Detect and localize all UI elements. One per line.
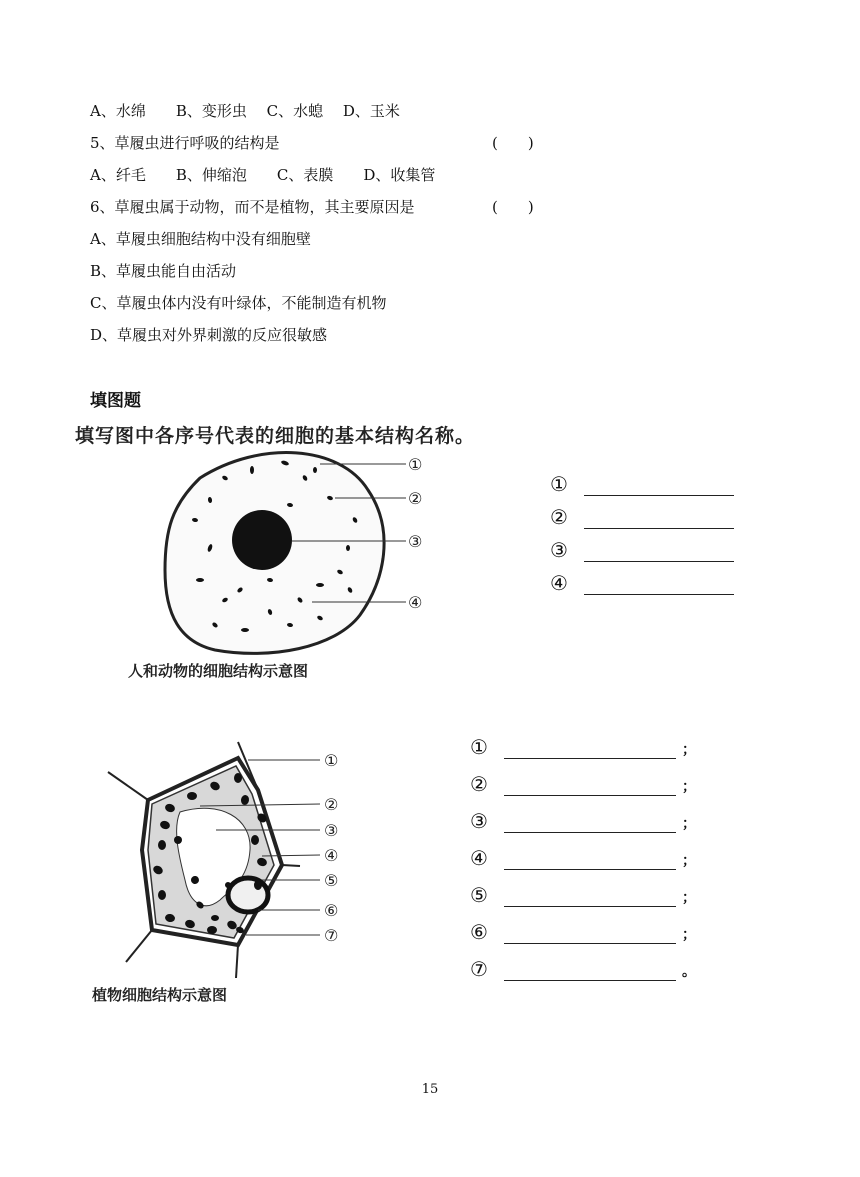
q6-option-a: A、草履虫细胞结构中没有细胞壁 bbox=[90, 230, 311, 248]
q5-stem: 5、草履虫进行呼吸的结构是 bbox=[90, 134, 280, 152]
plant-label-4: ④ bbox=[324, 846, 339, 865]
plant-label-2: ② bbox=[324, 795, 339, 814]
animal-label-3: ③ bbox=[408, 532, 423, 551]
plant-answer-punctuation: ； bbox=[682, 816, 696, 832]
animal-cell-caption: 人和动物的细胞结构示意图 bbox=[128, 662, 309, 680]
q6-stem: 6、草履虫属于动物，而不是植物，其主要原因是 bbox=[90, 198, 415, 216]
animal-answer-number: ④ bbox=[550, 571, 568, 595]
plant-answer-blank[interactable] bbox=[504, 814, 676, 833]
q4-options: A、水绵 B、变形虫 C、水螅 D、玉米 bbox=[90, 102, 400, 120]
plant-answer-number: ⑥ bbox=[470, 920, 488, 944]
q5-answer-paren: ( ) bbox=[492, 134, 534, 152]
plant-answer-blank[interactable] bbox=[504, 851, 676, 870]
plant-answer-punctuation: ； bbox=[682, 853, 696, 869]
plant-chloroplast bbox=[225, 882, 231, 888]
animal-label-4: ④ bbox=[408, 593, 423, 612]
plant-answer-row bbox=[470, 846, 696, 870]
plant-chloroplast bbox=[251, 835, 259, 845]
plant-answer-punctuation: ； bbox=[682, 927, 696, 943]
plant-answer-number: ⑤ bbox=[470, 883, 488, 907]
plant-answer-blank[interactable] bbox=[504, 777, 676, 796]
plant-answer-blank[interactable] bbox=[504, 925, 676, 944]
plant-cell-caption: 植物细胞结构示意图 bbox=[92, 986, 228, 1004]
plant-answer-row bbox=[470, 883, 696, 907]
animal-label-1: ① bbox=[408, 455, 423, 474]
plant-chloroplast bbox=[211, 915, 219, 921]
plant-answer-number: ⑦ bbox=[470, 957, 488, 981]
q6-option-d: D、草履虫对外界刺激的反应很敏感 bbox=[90, 326, 328, 344]
plant-answer-number: ④ bbox=[470, 846, 488, 870]
q6-option-c: C、草履虫体内没有叶绿体，不能制造有机物 bbox=[90, 294, 387, 312]
plant-chloroplast bbox=[174, 836, 182, 844]
plant-label-3: ③ bbox=[324, 821, 339, 840]
plant-answer-blank[interactable] bbox=[504, 888, 676, 907]
plant-answer-row bbox=[470, 809, 696, 833]
animal-answer-number: ② bbox=[550, 505, 568, 529]
plant-label-5: ⑤ bbox=[324, 871, 339, 890]
plant-label-7: ⑦ bbox=[324, 926, 339, 945]
plant-chloroplast bbox=[254, 880, 262, 890]
plant-label-6: ⑥ bbox=[324, 901, 339, 920]
plant-answer-punctuation: ； bbox=[682, 890, 696, 906]
plant-answer-blank[interactable] bbox=[504, 962, 676, 981]
plant-chloroplast bbox=[187, 792, 197, 800]
plant-answer-row bbox=[470, 772, 696, 796]
plant-label-1: ① bbox=[324, 751, 339, 770]
plant-chloroplast bbox=[158, 890, 166, 900]
page-number: 15 bbox=[421, 1082, 439, 1097]
section-instruction: 填写图中各序号代表的细胞的基本结构名称。 bbox=[75, 425, 476, 447]
plant-cell-nucleus bbox=[228, 878, 268, 912]
plant-answer-row bbox=[470, 920, 696, 944]
plant-answer-row bbox=[470, 735, 696, 759]
plant-chloroplast bbox=[158, 840, 166, 850]
plant-chloroplast bbox=[207, 926, 217, 934]
plant-answer-number: ② bbox=[470, 772, 488, 796]
plant-answer-number: ③ bbox=[470, 809, 488, 833]
q5-options: A、纤毛 B、伸缩泡 C、表膜 D、收集管 bbox=[90, 166, 436, 184]
plant-answer-punctuation: ； bbox=[682, 779, 696, 795]
plant-answer-punctuation: ； bbox=[682, 742, 696, 758]
plant-chloroplast bbox=[234, 773, 242, 783]
animal-label-2: ② bbox=[408, 489, 423, 508]
plant-answer-number: ① bbox=[470, 735, 488, 759]
q6-answer-paren: ( ) bbox=[492, 198, 534, 216]
animal-answer-number: ① bbox=[550, 472, 568, 496]
plant-answer-blank[interactable] bbox=[504, 740, 676, 759]
animal-answer-number: ③ bbox=[550, 538, 568, 562]
plant-answer-punctuation: 。 bbox=[682, 964, 696, 980]
section-heading: 填图题 bbox=[90, 391, 141, 411]
q6-option-b: B、草履虫能自由活动 bbox=[90, 262, 237, 280]
plant-answer-row bbox=[470, 957, 696, 981]
